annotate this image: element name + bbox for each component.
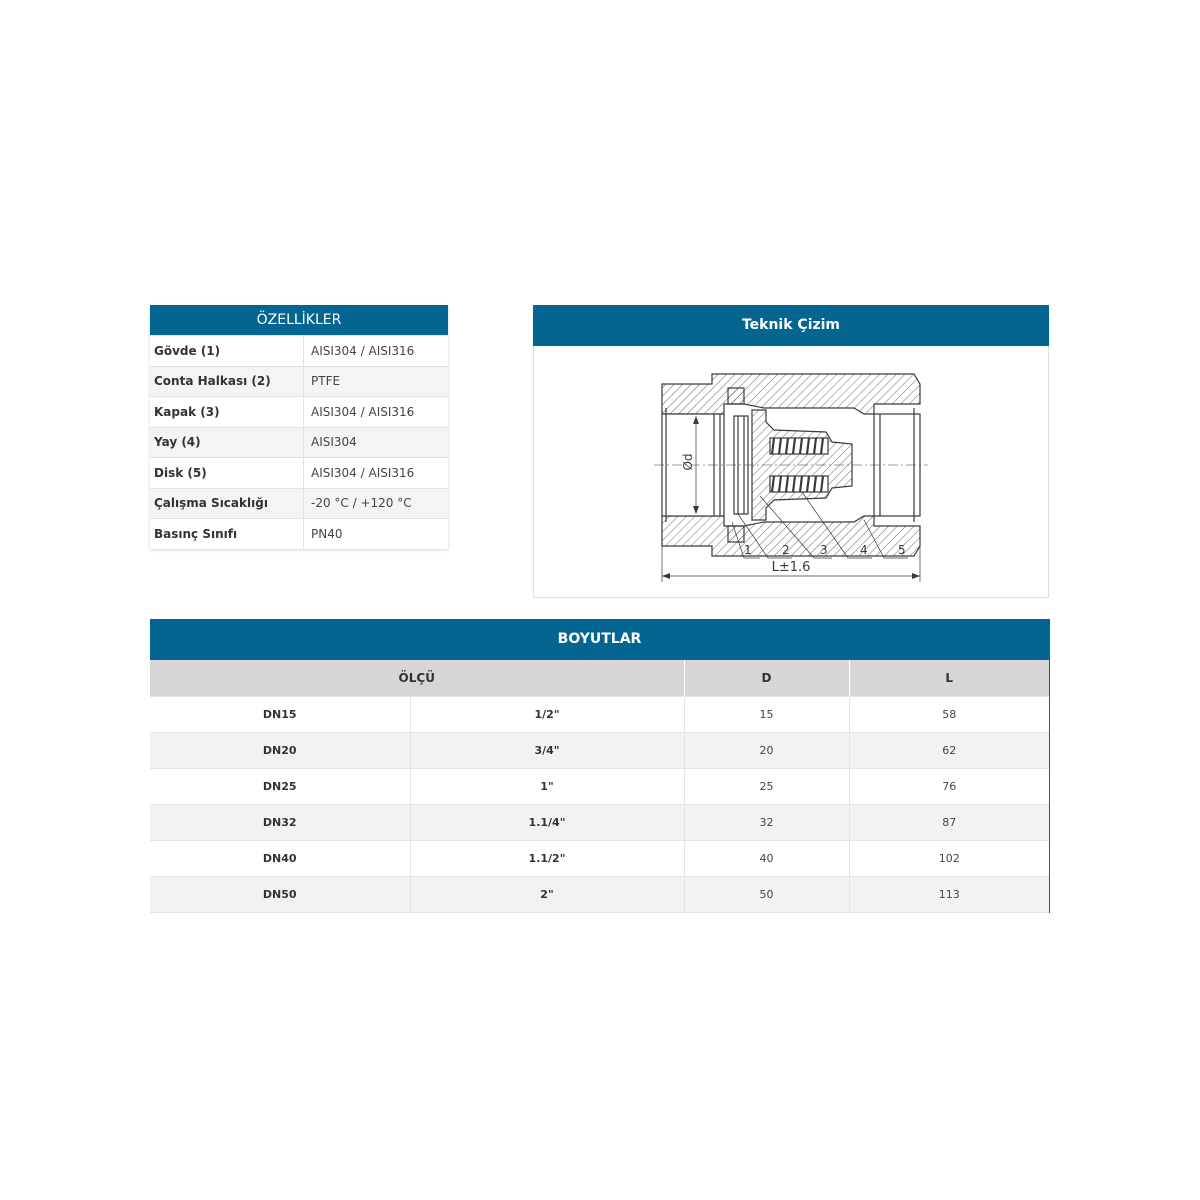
dn-cell: DN40	[150, 841, 410, 877]
l-cell: 58	[849, 697, 1049, 733]
table-row	[150, 366, 448, 397]
l-cell: 113	[849, 877, 1049, 913]
table-row	[150, 397, 448, 428]
l-cell: 87	[849, 805, 1049, 841]
spec-value: PN40	[304, 519, 449, 549]
technical-drawing-panel	[533, 305, 1049, 598]
callout-4: 4	[860, 543, 868, 557]
length-label: L±1.6	[771, 560, 811, 575]
callout-1: 1	[744, 543, 752, 557]
callout-3: 3	[820, 543, 828, 557]
diameter-label: Ød	[681, 453, 695, 471]
dimensions-table	[150, 660, 1049, 913]
table-row	[150, 458, 448, 489]
table-row	[150, 697, 1049, 733]
specs-table	[150, 335, 448, 549]
spec-value: AISI304 / AISI316	[304, 336, 449, 367]
spec-value: AISI304	[304, 427, 449, 458]
dn-cell: DN15	[150, 697, 410, 733]
table-row	[150, 488, 448, 519]
drawing-title: Teknik Çizim	[533, 305, 1049, 346]
spec-label: Kapak (3)	[150, 397, 304, 428]
spec-label: Basınç Sınıfı	[150, 519, 304, 549]
table-row	[150, 733, 1049, 769]
spec-label: Gövde (1)	[150, 336, 304, 367]
inch-cell: 1"	[410, 769, 684, 805]
column-header-olcu: ÖLÇÜ	[150, 660, 684, 697]
table-header-row	[150, 660, 1049, 697]
spec-label: Yay (4)	[150, 427, 304, 458]
column-header-d: D	[684, 660, 849, 697]
inch-cell: 1.1/2"	[410, 841, 684, 877]
inch-cell: 1/2"	[410, 697, 684, 733]
dn-cell: DN20	[150, 733, 410, 769]
table-row	[150, 841, 1049, 877]
table-row	[150, 769, 1049, 805]
dn-cell: DN25	[150, 769, 410, 805]
d-cell: 20	[684, 733, 849, 769]
spec-label: Çalışma Sıcaklığı	[150, 488, 304, 519]
l-cell: 62	[849, 733, 1049, 769]
d-cell: 40	[684, 841, 849, 877]
spec-label: Disk (5)	[150, 458, 304, 489]
table-row	[150, 427, 448, 458]
dimensions-title: BOYUTLAR	[150, 619, 1049, 660]
callout-2: 2	[782, 543, 790, 557]
table-row	[150, 877, 1049, 913]
table-row	[150, 805, 1049, 841]
spec-value: PTFE	[304, 366, 449, 397]
table-row	[150, 336, 448, 367]
spec-label: Conta Halkası (2)	[150, 366, 304, 397]
valve-cross-section-drawing	[534, 346, 1048, 598]
specs-panel	[150, 305, 448, 549]
callout-5: 5	[898, 543, 906, 557]
inch-cell: 2"	[410, 877, 684, 913]
d-cell: 32	[684, 805, 849, 841]
table-row	[150, 519, 448, 549]
d-cell: 25	[684, 769, 849, 805]
dn-cell: DN32	[150, 805, 410, 841]
l-cell: 102	[849, 841, 1049, 877]
dn-cell: DN50	[150, 877, 410, 913]
d-cell: 15	[684, 697, 849, 733]
inch-cell: 3/4"	[410, 733, 684, 769]
column-header-l: L	[849, 660, 1049, 697]
l-cell: 76	[849, 769, 1049, 805]
spec-value: AISI304 / AISI316	[304, 397, 449, 428]
spec-value: -20 °C / +120 °C	[304, 488, 449, 519]
specs-title: ÖZELLİKLER	[150, 305, 448, 335]
dimensions-panel	[150, 619, 1050, 913]
d-cell: 50	[684, 877, 849, 913]
inch-cell: 1.1/4"	[410, 805, 684, 841]
spec-value: AISI304 / AISI316	[304, 458, 449, 489]
